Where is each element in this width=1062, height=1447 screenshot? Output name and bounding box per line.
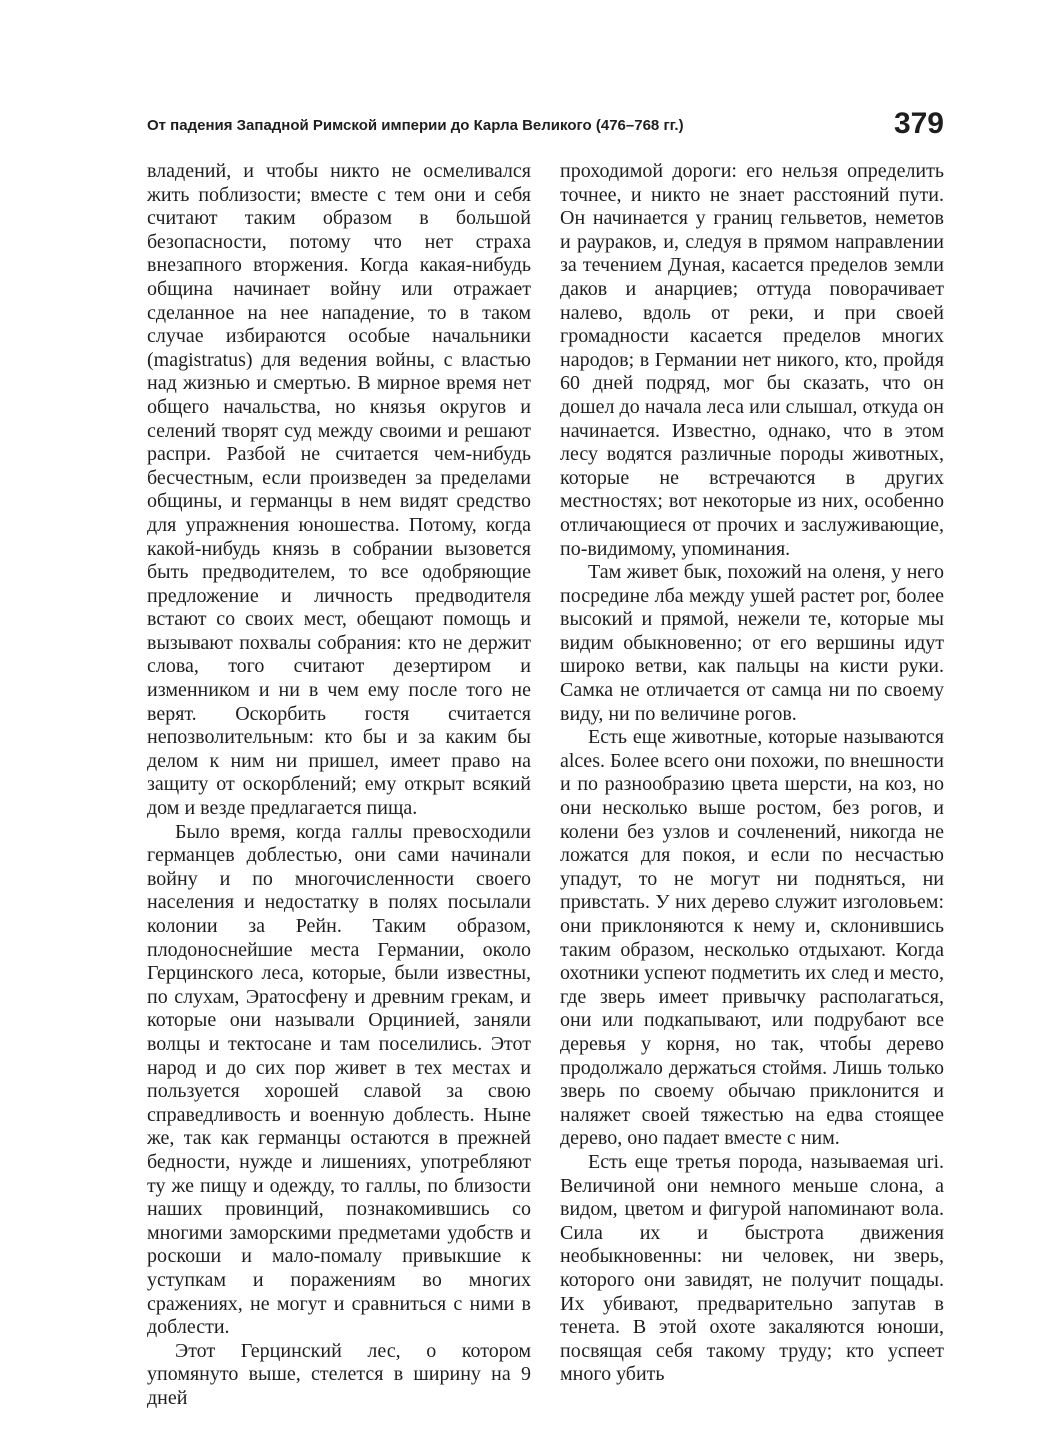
right-column — [560, 160, 944, 1387]
paragraph: владений, и чтобы никто не осмеливался жить поблизости; вместе с тем они и себя считают таким образом в большой безопасности, потому что нет страха внезапного вторжения. Когда какая-нибудь община начинает войну или отражает сделанное на нее нападение, то в таком случае избираются особые начальники (magistratus) для ведения войны, с властью над жизнью и смертью. В мирное время нет общего начальства, но князья округов и селений творят суд между своими и решают распри. Разбой не считается чем-нибудь бесчестным, если произведен за пределами общины, и германцы в нем видят средство для упражнения юношества. Потому, когда какой-нибудь князь в собрании вызовется быть предводителем, то все одобряющие предложение и личность предводителя встают со своих мест, обещают помощь и вызывают похвалы собрания: кто не держит слова, того считают дезертиром и изменником и ни в чем ему после того не верят. Оскорбить гостя считается непозволительным: кто бы и за каким бы делом к ним ни пришел, имеет право на защиту от оскорблений; ему открыт всякий дом и везде предлагается пища. — [147, 160, 531, 820]
left-column — [147, 160, 531, 1410]
paragraph: Там живет бык, похожий на оленя, у него посредине лба между ушей растет рог, более высокий и прямой, нежели те, которые мы видим обыкновенно; от его вершины идут широко ветви, как пальцы на кисти руки. Самка не отличается от самца ни по своему виду, ни по величине рогов. — [560, 561, 944, 725]
running-header — [147, 108, 944, 148]
chapter-title: От падения Западной Римской империи до Карла Великого (476–768 гг.) — [147, 117, 684, 134]
paragraph: Есть еще третья порода, называемая uri. Величиной они немного меньше слона, а видом, цветом и фигурой напоминают вола. Сила их и быстрота движения необыкновенны: ни человек, ни зверь, которого они завидят, не получит пощады. Их убивают, предварительно запутав в тенета. В этой охоте закаляются юноши, посвящая себя такому труду; кто успеет много убить — [560, 1150, 944, 1386]
paragraph: Было время, когда галлы превосходили германцев доблестью, они сами начинали войну и по многочисленности своего населения и недостатку в полях посылали колонии за Рейн. Таким образом, плодоноснейшие места Германии, около Герцинского леса, которые, были известны, по слухам, Эратосфену и древним грекам, и которые они называли Орцинией, заняли волцы и тектосане и там поселились. Этот народ и до сих пор живет в тех местах и пользуется хорошей славой за свою справедливость и военную доблесть. Ныне же, так как германцы остаются в прежней бедности, нужде и лишениях, употребляют ту же пищу и одежду, то галлы, по близости наших провинций, познакомившись со многими заморскими предметами удобств и роскоши и мало-помалу привыкшие к уступкам и поражениям во многих сражениях, не могут и сравниться с ними в доблести. — [147, 820, 531, 1339]
paragraph: Есть еще животные, которые называются alces. Более всего они похожи, по внешности и по разнообразию цвета шерсти, на коз, но они несколько выше ростом, без рогов, и колени без узлов и сочленений, никогда не ложатся для покоя, и если по несчастью упадут, то не могут ни подняться, ни привстать. У них дерево служит изголовьем: они приклоняются к нему и, склонившись таким образом, несколько отдыхают. Когда охотники успеют подметить их след и место, где зверь имеет привычку располагаться, они или подкапывают, или подрубают все деревья у корня, но так, чтобы дерево продолжало держаться стоймя. Лишь только зверь по своему обычаю приклонится и наляжет своей тяжестью на едва стоящее дерево, оно падает вместе с ним. — [560, 726, 944, 1150]
page-number: 379 — [893, 107, 944, 140]
paragraph: Этот Герцинский лес, о котором упомянуто выше, стелется в ширину на 9 дней — [147, 1339, 531, 1409]
paragraph: проходимой дороги: его нельзя определить точнее, и никто не знает расстояний пути. Он начинается у границ гельветов, неметов и раураков, и, следуя в прямом направлении за течением Дуная, касается пределов земли даков и анарциев; оттуда поворачивает налево, вдоль от реки, и при своей громадности касается пределов многих народов; в Германии нет никого, кто, пройдя 60 дней подряд, мог бы сказать, что он дошел до начала леса или слышал, откуда он начинается. Известно, однако, что в этом лесу водятся различные породы животных, которые не встречаются в других местностях; вот некоторые из них, особенно отличающиеся от прочих и заслуживающие, по-видимому, упоминания. — [560, 160, 944, 560]
